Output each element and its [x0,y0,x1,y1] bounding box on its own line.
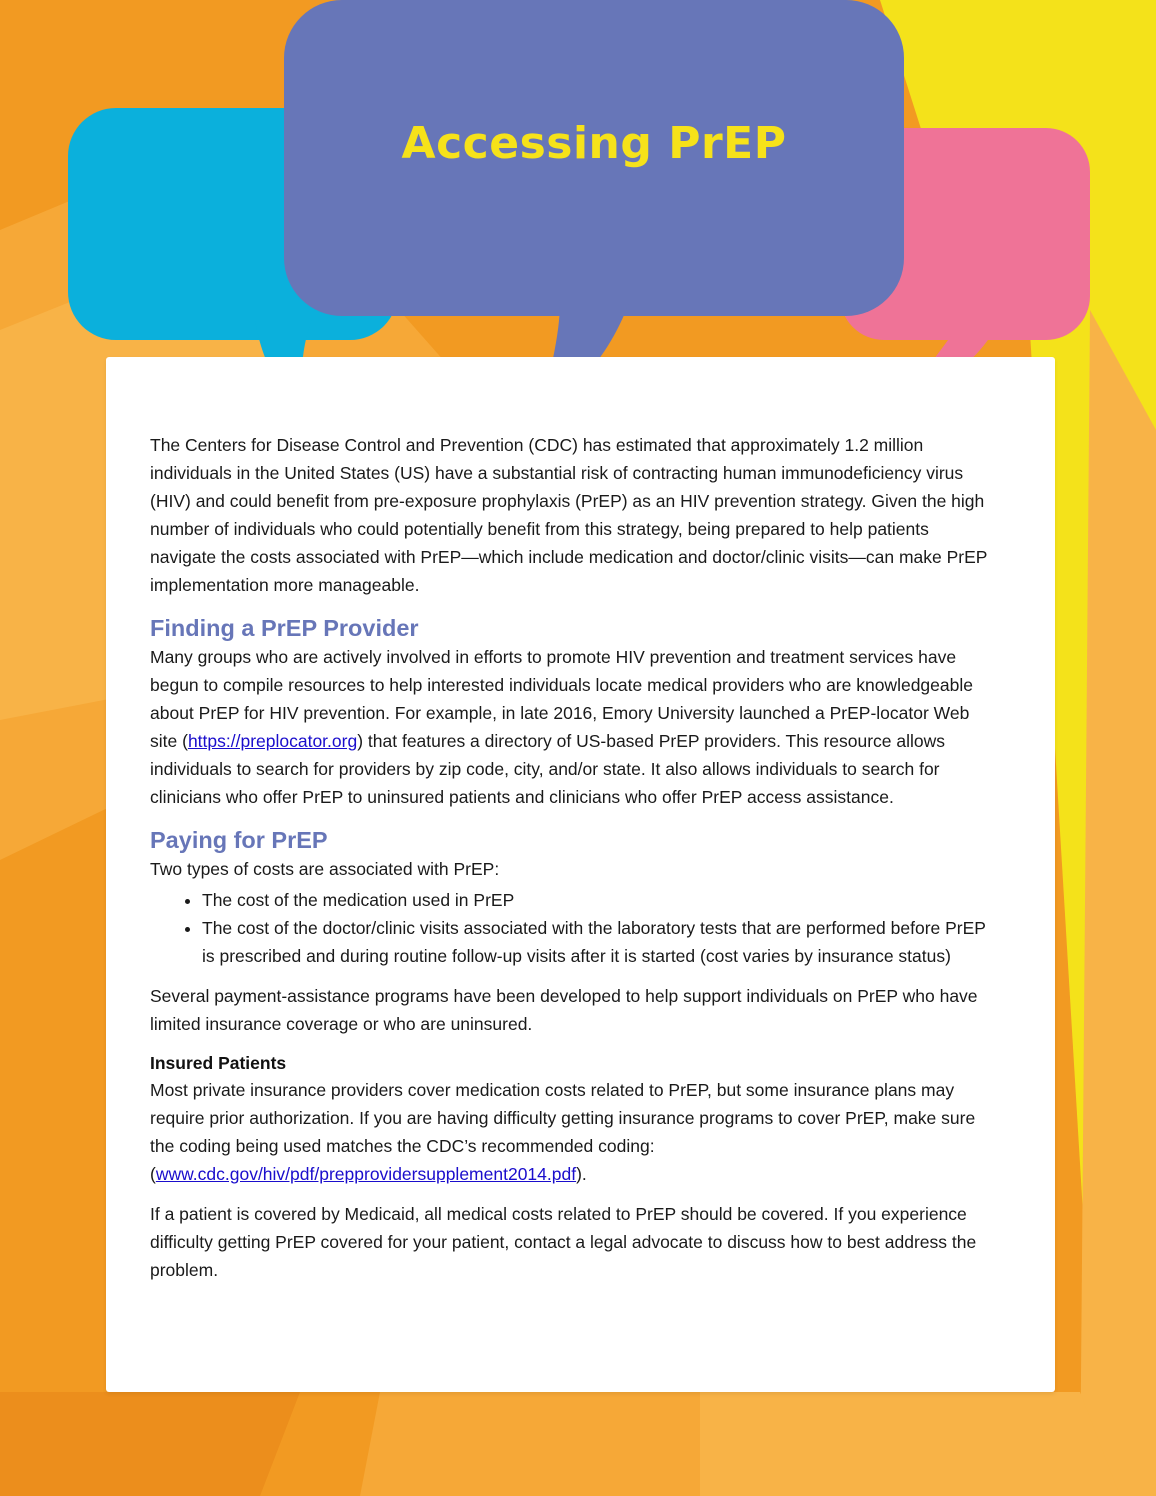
background-stripe-bottom-right [700,1392,1120,1496]
content-card [106,357,1055,1392]
page-title: Accessing PrEP [401,118,787,169]
cdc-coding-link[interactable]: www.cdc.gov/hiv/pdf/prepprovidersupplement2014.pdf [155,1164,577,1184]
insured-patients-heading: Insured Patients [150,1053,287,1073]
cost-list [150,886,999,970]
cost-list-item: • The cost of the doctor/clinic visits associated with the laboratory tests that are performed before PrEP is prescribed and during routine follow-up visits after it is started (cost varies by insurance status) [202,914,999,970]
finding-provider-paragraph: Many groups who are actively involved in efforts to promote HIV prevention and treatment services have begun to compile resources to help interested individuals locate medical providers who are knowledgeable about PrEP for HIV prevention. For example, in late 2016, Emory University launched a PrEP-locator Web site (https://preplocator.org) that features a directory of US-based PrEP providers. This resource allows individuals to search for providers by zip code, city, and/or state. It also allows individuals to search for clinicians who offer PrEP to uninsured patients and clinicians who offer PrEP access assistance. [150,647,973,807]
background-stripe-bottom-left [0,1392,300,1496]
preplocator-link[interactable]: https://preplocator.org [187,731,358,751]
insured-paragraph: Most private insurance providers cover medication costs related to PrEP, but some insurance plans may require prior authorization. If you are having difficulty getting insurance programs to cover PrEP, make sure the coding being used matches the CDC’s recommended coding: (www.cdc.gov/hiv/pdf/prepprovidersupplement2014.pdf). [150,1080,976,1184]
finding-provider-heading: Finding a PrEP Provider [150,615,419,641]
intro-paragraph: The Centers for Disease Control and Prevention (CDC) has estimated that approximately 1.2 million individuals in the United States (US) have a substantial risk of contracting human immunodeficiency virus (HIV) and could benefit from pre-exposure prophylaxis (PrEP) as an HIV prevention strategy. Given the high number of individuals who could potentially benefit from this strategy, being prepared to help patients navigate the costs associated with PrEP—which include medication and doctor/clinic visits—can make PrEP implementation more manageable. [150,435,988,595]
paying-intro: Two types of costs are associated with PrEP: [150,859,500,879]
cost-list-item: • The cost of the medication used in PrEP [202,886,999,914]
medicaid-paragraph: If a patient is covered by Medicaid, all medical costs related to PrEP should be covered. If you experience difficulty getting PrEP covered for your patient, contact a legal advocate to discuss how to best address the problem. [150,1204,977,1280]
paying-heading: Paying for PrEP [150,827,328,853]
background-stripe-right [1080,310,1156,1496]
programs-paragraph: Several payment-assistance programs have been developed to help support individuals on PrEP who have limited insurance coverage or who are uninsured. [150,986,978,1034]
